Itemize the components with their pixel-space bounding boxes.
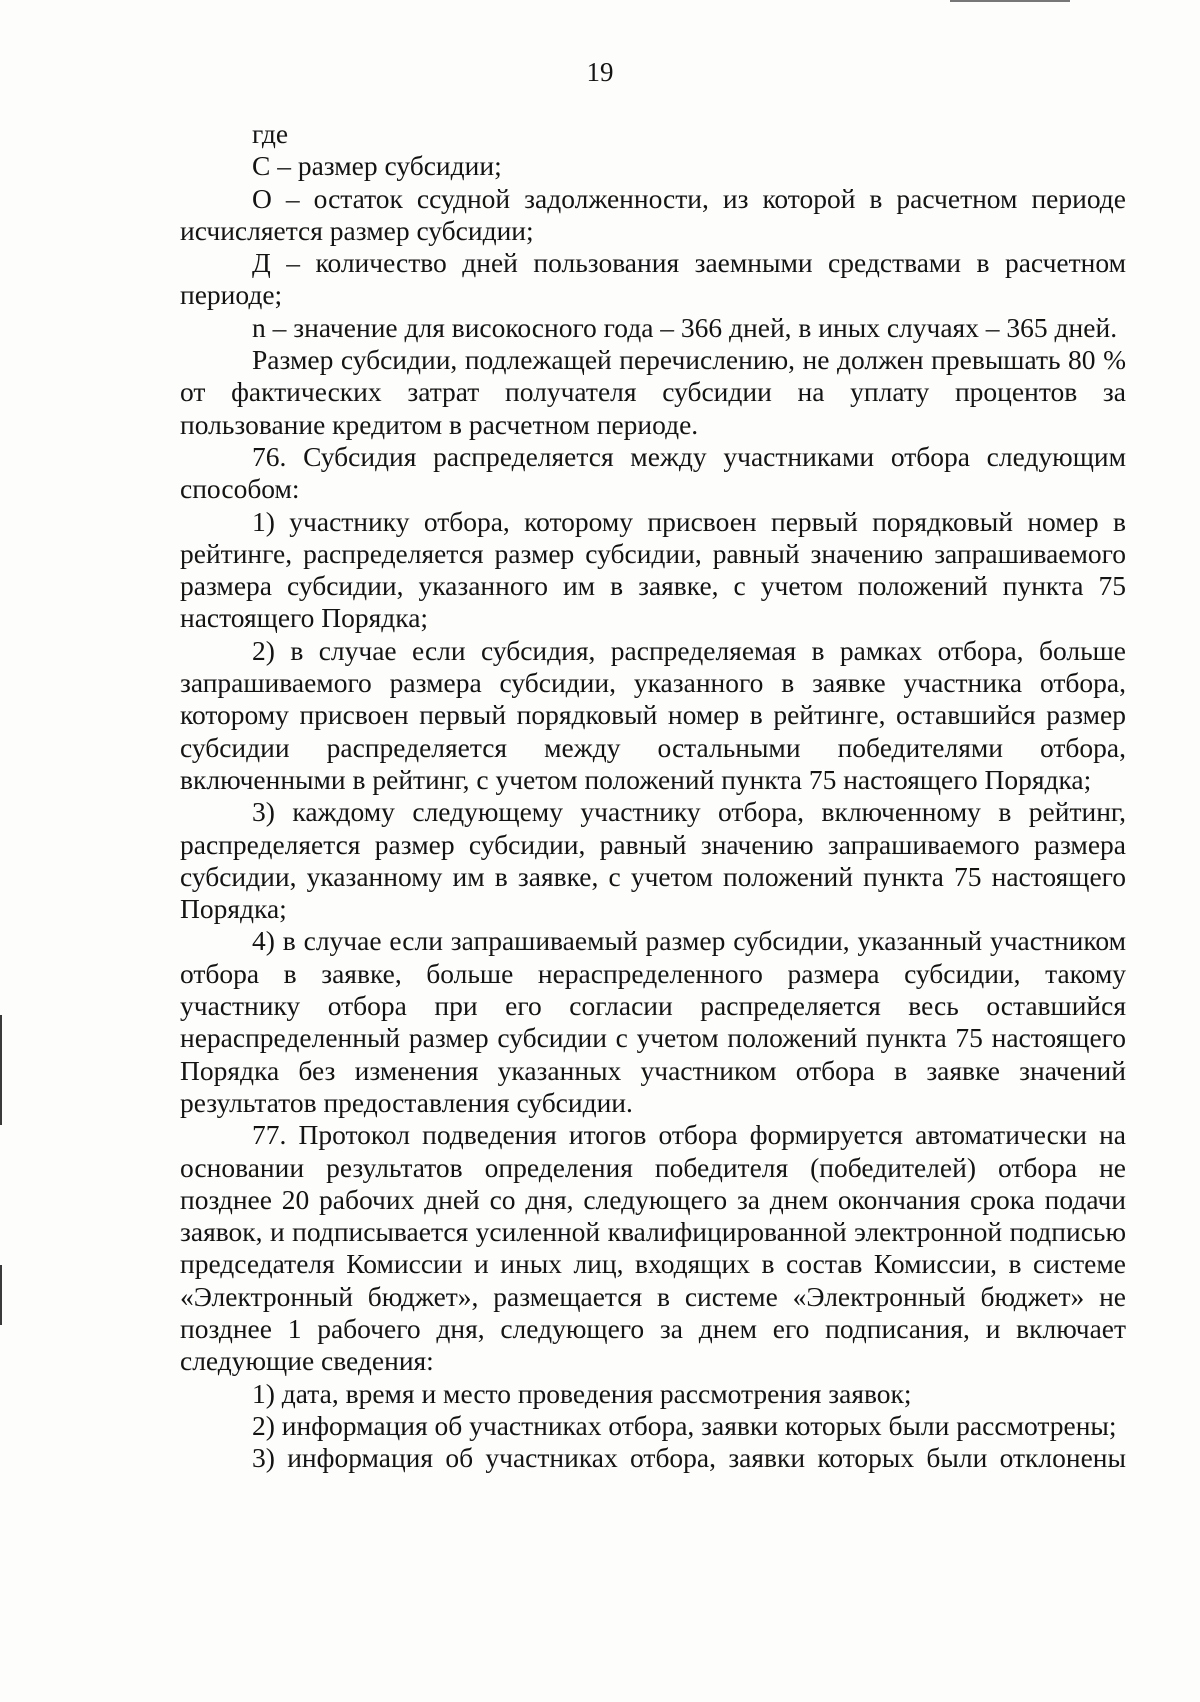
- paragraph: Д – количество дней пользования заемными средствами в расчетном периоде;: [180, 247, 1126, 311]
- paragraph: n – значение для високосного года – 366 дней, в иных случаях – 365 дней.: [252, 311, 1118, 343]
- paragraph: 4) в случае если запрашиваемый размер субсидии, указанный участником отбора в заявке, больше нераспределенного размера субсидии, такому участнику отбора при его согласии распределяется весь оставшийся нераспределенный размер субсидии с учетом положений пункта 75 настоящего Порядка без изменения указанных участником отбора в заявке значений результатов предоставления субсидии.: [180, 925, 1126, 1118]
- scan-edge-mark: [0, 1265, 2, 1325]
- paragraph: Размер субсидии, подлежащей перечислению, не должен превышать 80 % от фактических затрат получателя субсидии на уплату процентов за пользование кредитом в расчетном периоде.: [180, 344, 1126, 440]
- paragraph: 2) информация об участниках отбора, заявки которых были рассмотрены;: [252, 1409, 1117, 1441]
- document-body: [180, 118, 1126, 1474]
- paragraph: 77. Протокол подведения итогов отбора формируется автоматически на основании результатов определения победителя (победителей) отбора не позднее 20 рабочих дней со дня, следующего за днем окончания срока подачи заявок, и подписывается усиленной квалифицированной электронной подписью председателя Комиссии и иных лиц, входящих в состав Комиссии, в системе «Электронный бюджет», размещается в системе «Электронный бюджет» не позднее 1 рабочего дня, следующего за днем его подписания, и включает следующие сведения:: [180, 1119, 1126, 1377]
- scan-edge-mark: [0, 1015, 2, 1125]
- paragraph: С – размер субсидии;: [252, 150, 502, 182]
- paragraph: О – остаток ссудной задолженности, из которой в расчетном периоде исчисляется размер субсидии;: [180, 182, 1126, 246]
- scan-edge-mark: [950, 0, 1070, 2]
- paragraph: 2) в случае если субсидия, распределяемая в рамках отбора, больше запрашиваемого размера субсидии, указанного в заявке участника отбора, которому присвоен первый порядковый номер в рейтинге, оставшийся размер субсидии распределяется между остальными победителями отбора, включенными в рейтинг, с учетом положений пункта 75 настоящего Порядка;: [180, 634, 1126, 795]
- paragraph: где: [252, 118, 289, 149]
- paragraph: 1) дата, время и место проведения рассмотрения заявок;: [252, 1377, 912, 1409]
- page-number: 19: [586, 57, 614, 87]
- paragraph: 1) участнику отбора, которому присвоен первый порядковый номер в рейтинге, распределяется размер субсидии, равный значению запрашиваемого размера субсидии, указанного им в заявке, с учетом положений пункта 75 настоящего Порядка;: [180, 505, 1126, 634]
- paragraph: 3) каждому следующему участнику отбора, включенному в рейтинг, распределяется размер субсидии, равный значению запрашиваемого размера субсидии, указанному им в заявке, с учетом положений пункта 75 настоящего Порядка;: [180, 796, 1126, 925]
- paragraph: 76. Субсидия распределяется между участниками отбора следующим способом:: [180, 440, 1126, 505]
- paragraph: 3) информация об участниках отбора, заявки которых были отклонены: [252, 1442, 1126, 1474]
